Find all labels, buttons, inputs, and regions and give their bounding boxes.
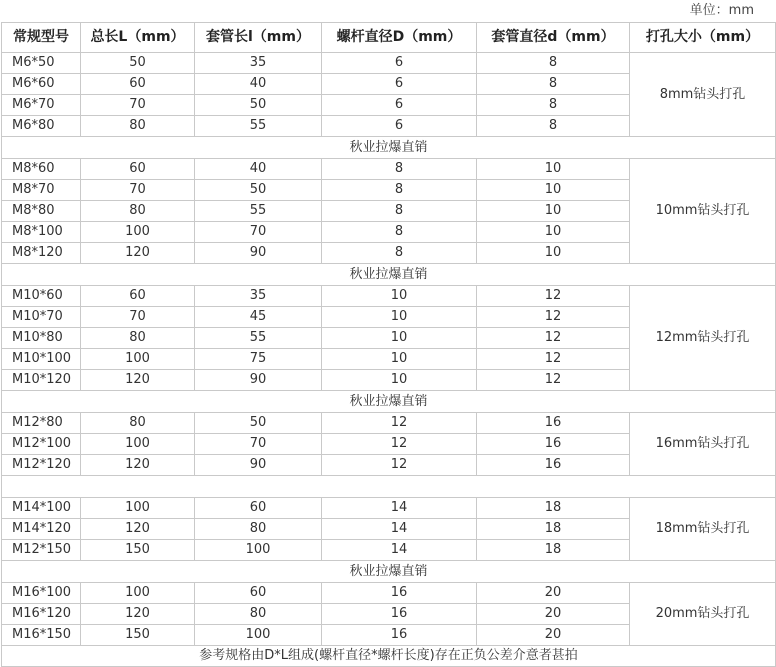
model-cell: M8*80 (2, 201, 81, 222)
sleeve-diameter-cell: 18 (477, 540, 630, 561)
separator-row (2, 561, 776, 583)
total-length-cell: 100 (81, 349, 195, 370)
screw-diameter-cell: 14 (322, 519, 477, 540)
sleeve-diameter-cell: 12 (477, 307, 630, 328)
total-length-cell: 70 (81, 307, 195, 328)
sleeve-length-cell: 35 (195, 286, 322, 307)
screw-diameter-cell: 12 (322, 434, 477, 455)
table-row (2, 53, 776, 74)
separator-row (2, 264, 776, 286)
sleeve-diameter-cell: 18 (477, 519, 630, 540)
total-length-cell: 80 (81, 116, 195, 137)
drill-size-cell: 20mm钻头打孔 (630, 583, 776, 646)
model-cell: M6*80 (2, 116, 81, 137)
model-cell: M8*100 (2, 222, 81, 243)
footer-note: 参考规格由D*L组成(螺杆直径*螺杆长度)存在正负公差介意者甚拍 (2, 646, 776, 667)
sleeve-diameter-cell: 16 (477, 434, 630, 455)
model-cell: M10*120 (2, 370, 81, 391)
screw-diameter-cell: 10 (322, 370, 477, 391)
screw-diameter-cell: 10 (322, 307, 477, 328)
screw-diameter-cell: 6 (322, 74, 477, 95)
sleeve-length-cell: 90 (195, 455, 322, 476)
model-cell: M16*120 (2, 604, 81, 625)
sleeve-length-cell: 90 (195, 370, 322, 391)
screw-diameter-cell: 10 (322, 328, 477, 349)
sleeve-length-cell: 80 (195, 519, 322, 540)
model-cell: M12*80 (2, 413, 81, 434)
sleeve-diameter-cell: 8 (477, 116, 630, 137)
header-total-length: 总长L（mm） (81, 23, 195, 53)
model-cell: M8*120 (2, 243, 81, 264)
screw-diameter-cell: 6 (322, 95, 477, 116)
screw-diameter-cell: 8 (322, 159, 477, 180)
sleeve-length-cell: 80 (195, 604, 322, 625)
separator-row (2, 476, 776, 498)
total-length-cell: 100 (81, 498, 195, 519)
drill-size-cell: 18mm钻头打孔 (630, 498, 776, 561)
header-drill-size: 打孔大小（mm） (630, 23, 776, 53)
header-row (2, 23, 776, 53)
drill-size-cell: 8mm钻头打孔 (630, 53, 776, 137)
screw-diameter-cell: 16 (322, 625, 477, 646)
screw-diameter-cell: 6 (322, 116, 477, 137)
screw-diameter-cell: 8 (322, 243, 477, 264)
sleeve-diameter-cell: 10 (477, 159, 630, 180)
screw-diameter-cell: 16 (322, 604, 477, 625)
total-length-cell: 100 (81, 434, 195, 455)
sleeve-diameter-cell: 20 (477, 583, 630, 604)
total-length-cell: 80 (81, 413, 195, 434)
table-row (2, 413, 776, 434)
header-sleeve-length: 套管长l（mm） (195, 23, 322, 53)
sleeve-diameter-cell: 18 (477, 498, 630, 519)
sleeve-length-cell: 100 (195, 540, 322, 561)
model-cell: M8*60 (2, 159, 81, 180)
total-length-cell: 80 (81, 201, 195, 222)
footer-row (2, 646, 776, 667)
sleeve-length-cell: 50 (195, 180, 322, 201)
total-length-cell: 80 (81, 328, 195, 349)
sleeve-length-cell: 50 (195, 95, 322, 116)
sleeve-length-cell: 60 (195, 498, 322, 519)
screw-diameter-cell: 8 (322, 180, 477, 201)
model-cell: M12*150 (2, 540, 81, 561)
sleeve-diameter-cell: 20 (477, 625, 630, 646)
sleeve-diameter-cell: 8 (477, 74, 630, 95)
unit-label: 单位：mm (689, 3, 754, 18)
total-length-cell: 70 (81, 95, 195, 116)
screw-diameter-cell: 12 (322, 455, 477, 476)
model-cell: M16*150 (2, 625, 81, 646)
screw-diameter-cell: 14 (322, 540, 477, 561)
model-cell: M10*80 (2, 328, 81, 349)
separator-row (2, 391, 776, 413)
spec-table (1, 22, 776, 667)
table-row (2, 498, 776, 519)
table-row (2, 159, 776, 180)
header-model: 常规型号 (2, 23, 81, 53)
header-sleeve-diameter: 套管直径d（mm） (477, 23, 630, 53)
model-cell: M10*100 (2, 349, 81, 370)
separator-text: 秋业拉爆直销 (2, 264, 776, 286)
sleeve-length-cell: 55 (195, 328, 322, 349)
screw-diameter-cell: 8 (322, 201, 477, 222)
sleeve-length-cell: 50 (195, 413, 322, 434)
sleeve-length-cell: 70 (195, 434, 322, 455)
sleeve-length-cell: 45 (195, 307, 322, 328)
sleeve-diameter-cell: 12 (477, 328, 630, 349)
separator-text: 秋业拉爆直销 (2, 391, 776, 413)
sleeve-diameter-cell: 16 (477, 455, 630, 476)
total-length-cell: 120 (81, 519, 195, 540)
sleeve-length-cell: 100 (195, 625, 322, 646)
screw-diameter-cell: 12 (322, 413, 477, 434)
sleeve-length-cell: 40 (195, 159, 322, 180)
model-cell: M6*70 (2, 95, 81, 116)
sleeve-length-cell: 75 (195, 349, 322, 370)
sleeve-diameter-cell: 20 (477, 604, 630, 625)
model-cell: M12*100 (2, 434, 81, 455)
total-length-cell: 100 (81, 583, 195, 604)
table-body (2, 53, 776, 667)
sleeve-diameter-cell: 8 (477, 95, 630, 116)
total-length-cell: 120 (81, 455, 195, 476)
screw-diameter-cell: 10 (322, 349, 477, 370)
sleeve-diameter-cell: 10 (477, 201, 630, 222)
total-length-cell: 120 (81, 604, 195, 625)
sleeve-diameter-cell: 8 (477, 53, 630, 74)
total-length-cell: 50 (81, 53, 195, 74)
total-length-cell: 100 (81, 222, 195, 243)
sleeve-length-cell: 55 (195, 116, 322, 137)
total-length-cell: 150 (81, 625, 195, 646)
sleeve-diameter-cell: 12 (477, 286, 630, 307)
model-cell: M8*70 (2, 180, 81, 201)
model-cell: M14*120 (2, 519, 81, 540)
sleeve-diameter-cell: 12 (477, 349, 630, 370)
drill-size-cell: 12mm钻头打孔 (630, 286, 776, 391)
separator-text: 秋业拉爆直销 (2, 137, 776, 159)
total-length-cell: 120 (81, 243, 195, 264)
sleeve-length-cell: 35 (195, 53, 322, 74)
sleeve-diameter-cell: 10 (477, 222, 630, 243)
sleeve-length-cell: 40 (195, 74, 322, 95)
sleeve-diameter-cell: 10 (477, 243, 630, 264)
screw-diameter-cell: 16 (322, 583, 477, 604)
screw-diameter-cell: 14 (322, 498, 477, 519)
model-cell: M12*120 (2, 455, 81, 476)
sleeve-length-cell: 60 (195, 583, 322, 604)
model-cell: M6*60 (2, 74, 81, 95)
sleeve-diameter-cell: 10 (477, 180, 630, 201)
drill-size-cell: 10mm钻头打孔 (630, 159, 776, 264)
table-row (2, 286, 776, 307)
model-cell: M10*60 (2, 286, 81, 307)
header-screw-diameter: 螺杆直径D（mm） (322, 23, 477, 53)
model-cell: M14*100 (2, 498, 81, 519)
model-cell: M10*70 (2, 307, 81, 328)
total-length-cell: 150 (81, 540, 195, 561)
total-length-cell: 70 (81, 180, 195, 201)
model-cell: M6*50 (2, 53, 81, 74)
total-length-cell: 120 (81, 370, 195, 391)
separator-text: 秋业拉爆直销 (2, 561, 776, 583)
screw-diameter-cell: 6 (322, 53, 477, 74)
model-cell: M16*100 (2, 583, 81, 604)
table-row (2, 583, 776, 604)
sleeve-length-cell: 55 (195, 201, 322, 222)
drill-size-cell: 16mm钻头打孔 (630, 413, 776, 476)
separator-row (2, 137, 776, 159)
sleeve-diameter-cell: 12 (477, 370, 630, 391)
separator-text (2, 476, 776, 498)
sleeve-diameter-cell: 16 (477, 413, 630, 434)
total-length-cell: 60 (81, 159, 195, 180)
sleeve-length-cell: 90 (195, 243, 322, 264)
screw-diameter-cell: 10 (322, 286, 477, 307)
total-length-cell: 60 (81, 74, 195, 95)
total-length-cell: 60 (81, 286, 195, 307)
screw-diameter-cell: 8 (322, 222, 477, 243)
sleeve-length-cell: 70 (195, 222, 322, 243)
